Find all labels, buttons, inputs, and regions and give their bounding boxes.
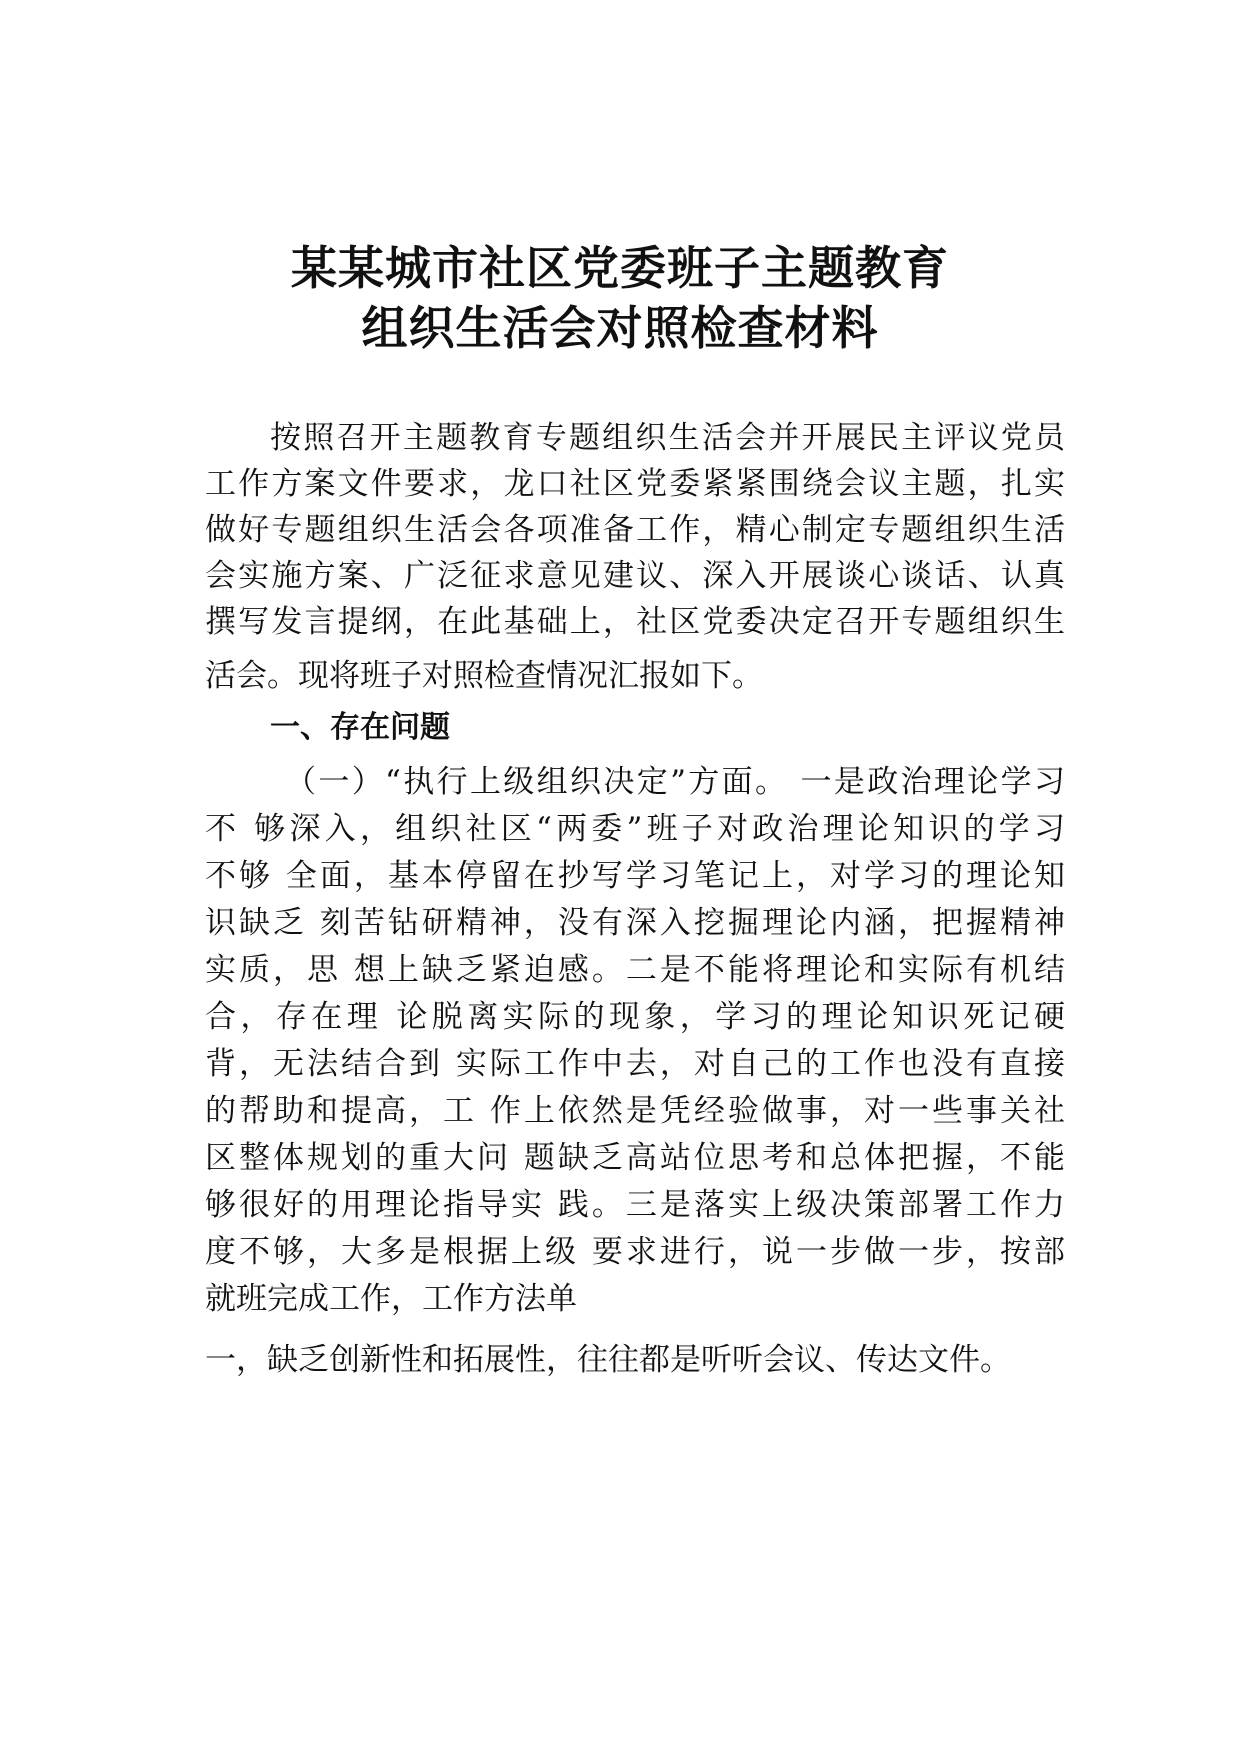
intro-line: 工作方案文件要求，龙口社区党委紧紧围绕会议主题，扎实 — [205, 466, 1065, 502]
section-body-line: 度不够，大多是根据上级 要求进行，说一步做一步，按部 — [205, 1234, 1065, 1270]
section-body-line: 一，缺乏创新性和拓展性，往往都是听听会议、传达文件。 — [205, 1342, 1011, 1378]
intro-line: 按照召开主题教育专题组织生活会并开展民主评议党员 — [270, 420, 1065, 456]
intro-line: 做好专题组织生活会各项准备工作，精心制定专题组织生活 — [205, 512, 1065, 548]
section-body-line: 够很好的用理论指导实 践。三是落实上级决策部署工作力 — [205, 1187, 1065, 1223]
section-body-line: 合，存在理 论脱离实际的现象，学习的理论知识死记硬 — [205, 999, 1065, 1035]
section-body-line: （一）“执行上级组织决定”方面。 一是政治理论学习 — [285, 764, 1065, 800]
section-body-line: 区整体规划的重大问 题缺乏高站位思考和总体把握，不能 — [205, 1140, 1065, 1176]
section-heading: 一、存在问题 — [270, 710, 450, 745]
section-body-line: 就班完成工作，工作方法单 — [205, 1281, 577, 1317]
section-body-line: 实质，思 想上缺乏紧迫感。二是不能将理论和实际有机结 — [205, 952, 1065, 988]
intro-line: 活会。现将班子对照检查情况汇报如下。 — [205, 658, 763, 694]
section-body-line: 背，无法结合到 实际工作中去，对自己的工作也没有直接 — [205, 1046, 1065, 1082]
section-body-line: 不够 全面，基本停留在抄写学习笔记上，对学习的理论知 — [205, 858, 1065, 894]
section-body-line: 识缺乏 刻苦钻研精神，没有深入挖掘理论内涵，把握精神 — [205, 905, 1065, 941]
document-title-line-2: 组织生活会对照检查材料 — [361, 301, 879, 355]
document-title-line-1: 某某城市社区党委班子主题教育 — [291, 241, 949, 295]
section-body-line: 的帮助和提高，工 作上依然是凭经验做事，对一些事关社 — [205, 1093, 1065, 1129]
intro-line: 撰写发言提纲，在此基础上，社区党委决定召开专题组织生 — [205, 604, 1065, 640]
section-body-line: 不 够深入，组织社区“两委”班子对政治理论知识的学习 — [205, 811, 1065, 847]
intro-line: 会实施方案、广泛征求意见建议、深入开展谈心谈话、认真 — [205, 558, 1065, 594]
